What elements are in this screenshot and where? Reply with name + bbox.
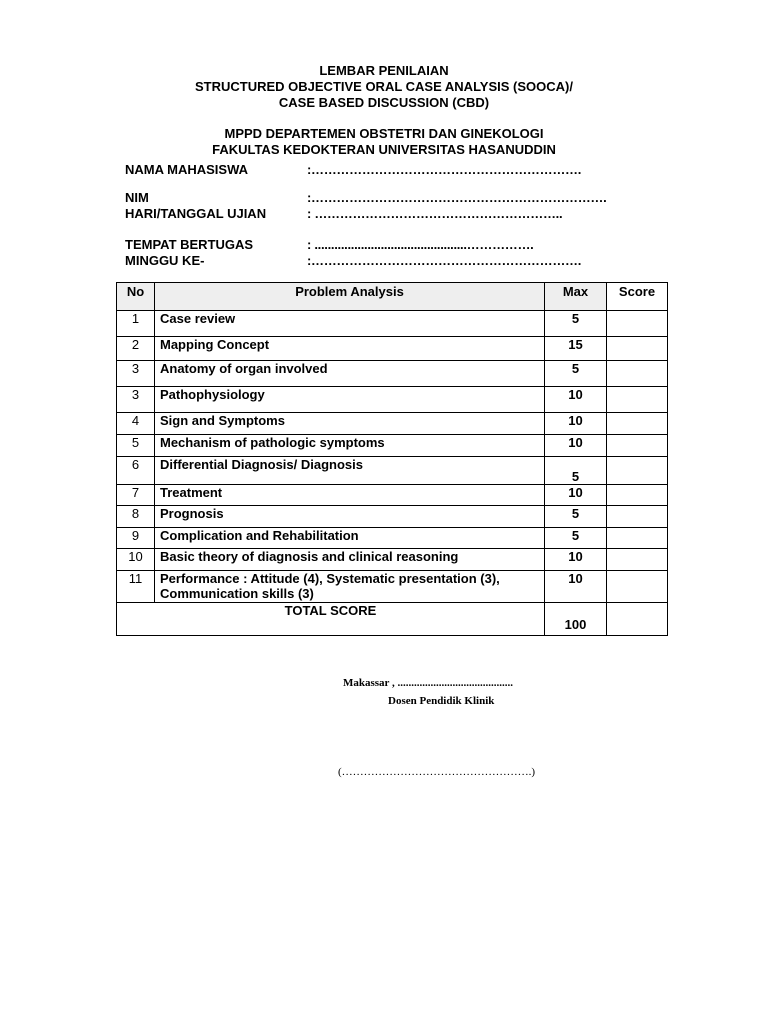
row-no: 1 (117, 311, 155, 337)
header-faculty: FAKULTAS KEDOKTERAN UNIVERSITAS HASANUDDIN (212, 142, 556, 157)
total-max: 100 (545, 603, 607, 636)
row-score-cell[interactable] (607, 413, 668, 435)
field-nim (125, 190, 685, 206)
header-max: Max (545, 283, 607, 311)
field-label: MINGGU KE- (125, 253, 205, 268)
row-max: 10 (545, 485, 607, 506)
row-max: 15 (545, 337, 607, 361)
field-blank: :………………………………………………………. (307, 253, 582, 268)
table-row (117, 485, 668, 506)
total-score-cell[interactable] (607, 603, 668, 636)
field-nama (125, 162, 685, 178)
signature-title: Dosen Pendidik Klinik (388, 695, 495, 707)
row-no: 11 (117, 571, 155, 603)
row-max: 5 (545, 528, 607, 549)
table-row (117, 571, 668, 603)
row-item: Mechanism of pathologic symptoms (155, 435, 545, 457)
row-item: Basic theory of diagnosis and clinical reasoning (155, 549, 545, 571)
field-minggu (125, 253, 685, 269)
row-score-cell[interactable] (607, 506, 668, 528)
row-score-cell[interactable] (607, 311, 668, 337)
field-label: HARI/TANGGAL UJIAN (125, 206, 267, 221)
field-label: TEMPAT BERTUGAS (125, 237, 254, 252)
row-score-cell[interactable] (607, 387, 668, 413)
table-header-row (117, 283, 668, 311)
header-no: No (117, 283, 155, 311)
field-blank: : ..............................................……………. (307, 237, 534, 252)
row-score-cell[interactable] (607, 361, 668, 387)
row-score-cell[interactable] (607, 435, 668, 457)
total-score-label: TOTAL SCORE (117, 603, 545, 636)
row-item: Pathophysiology (155, 387, 545, 413)
table-row (117, 528, 668, 549)
header-subtitle-2: CASE BASED DISCUSSION (CBD) (278, 95, 490, 110)
row-score-cell[interactable] (607, 571, 668, 603)
row-item: Complication and Rehabilitation (155, 528, 545, 549)
table-row (117, 337, 668, 361)
row-score-cell[interactable] (607, 457, 668, 485)
row-no: 3 (117, 361, 155, 387)
row-no: 4 (117, 413, 155, 435)
row-item: Treatment (155, 485, 545, 506)
field-hari (125, 206, 685, 222)
header-department: MPPD DEPARTEMEN OBSTETRI DAN GINEKOLOGI (224, 126, 544, 141)
table-row (117, 506, 668, 528)
row-no: 9 (117, 528, 155, 549)
field-blank: : ………………………………………………….. (307, 206, 563, 221)
row-max: 10 (545, 413, 607, 435)
row-max: 10 (545, 571, 607, 603)
header-score: Score (607, 283, 668, 311)
header-problem-analysis: Problem Analysis (155, 283, 545, 311)
row-max: 10 (545, 549, 607, 571)
row-item: Case review (155, 311, 545, 337)
table-row (117, 311, 668, 337)
field-label: NAMA MAHASISWA (125, 162, 249, 177)
header-subtitle: STRUCTURED OBJECTIVE ORAL CASE ANALYSIS (SOOCA)/ (194, 79, 573, 94)
row-item: Prognosis (155, 506, 545, 528)
row-no: 2 (117, 337, 155, 361)
header-title: LEMBAR PENILAIAN (319, 63, 449, 78)
row-score-cell[interactable] (607, 485, 668, 506)
row-no: 3 (117, 387, 155, 413)
row-item: Mapping Concept (155, 337, 545, 361)
row-score-cell[interactable] (607, 549, 668, 571)
row-item: Anatomy of organ involved (155, 361, 545, 387)
row-max: 5 (545, 457, 607, 485)
row-no: 7 (117, 485, 155, 506)
row-max: 10 (545, 387, 607, 413)
table-row (117, 387, 668, 413)
table-row (117, 457, 668, 485)
row-item: Differential Diagnosis/ Diagnosis (155, 457, 545, 485)
signature-name-blank: (…………………………………………….) (338, 766, 536, 778)
signature-place-date: Makassar , .......................................... (343, 677, 513, 689)
table-row (117, 361, 668, 387)
table-row (117, 435, 668, 457)
row-no: 10 (117, 549, 155, 571)
field-blank: :……………………………………………………………. (307, 190, 607, 205)
row-score-cell[interactable] (607, 528, 668, 549)
field-blank: :………………………………………………………. (307, 162, 582, 177)
row-item: Performance : Attitude (4), Systematic presentation (3), Communication skills (3) (155, 571, 545, 603)
student-info (125, 162, 685, 269)
field-tempat (125, 237, 685, 253)
score-table (116, 282, 668, 636)
document-header (0, 63, 768, 158)
row-score-cell[interactable] (607, 337, 668, 361)
row-no: 6 (117, 457, 155, 485)
total-row (117, 603, 668, 636)
row-max: 5 (545, 506, 607, 528)
row-no: 5 (117, 435, 155, 457)
row-max: 5 (545, 311, 607, 337)
row-max: 5 (545, 361, 607, 387)
row-no: 8 (117, 506, 155, 528)
table-row (117, 549, 668, 571)
row-item: Sign and Symptoms (155, 413, 545, 435)
field-label: NIM (125, 190, 149, 205)
row-max: 10 (545, 435, 607, 457)
table-row (117, 413, 668, 435)
